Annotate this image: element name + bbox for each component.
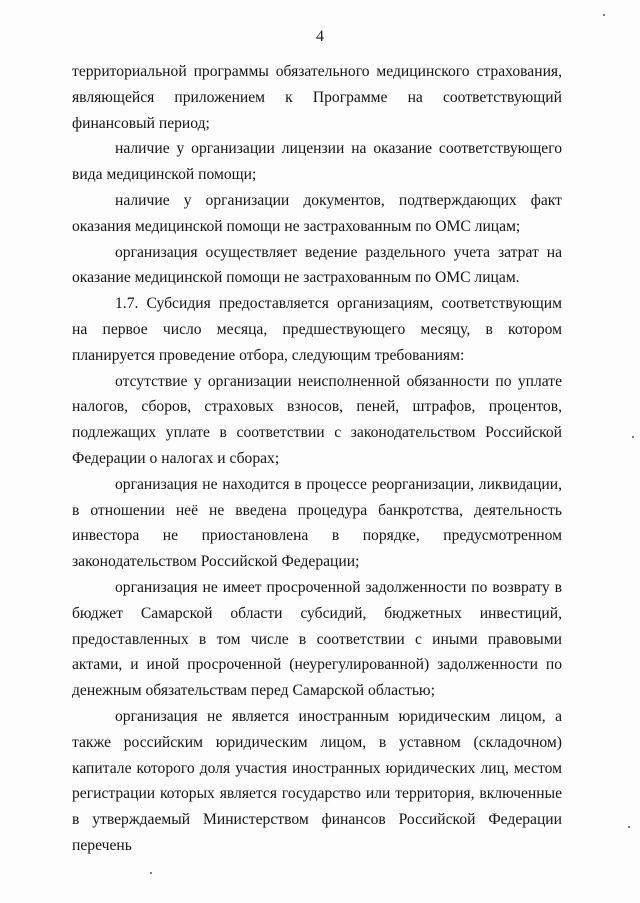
scan-speck — [150, 872, 152, 874]
paragraph-tax-obligations: отсутствие у организации неисполненной обязанности по уплате налогов, сборов, страховых взносов, пеней, штрафов, процентов, подлежащих уплате в соответствии с законодательством Российской Федерации о налогах и сборах; — [72, 372, 562, 467]
scan-speck — [603, 14, 605, 16]
paragraph-foreign-entity: организация не является иностранным юридическим лицом, а также российским юридическим лицом, в уставном (складочном) капитале которого доля участия иностранных юридических лиц, местом регистрации которых является государство или территория, включенные в утверждаемый Министерством финансов Российской Федерации перечень — [72, 707, 562, 854]
paragraph-program-period: территориальной программы обязательного медицинского страхования, являющейся приложением к Программе на соответствующий финансовый период; — [72, 63, 562, 132]
page-number: 4 — [316, 28, 324, 45]
paragraph-separate-accounting: организация осуществляет ведение раздельного учета затрат на оказание медицинской помощи не застрахованным по ОМС лицам. — [72, 243, 562, 287]
document-body — [72, 59, 562, 859]
paragraph-section-1-7: 1.7. Субсидия предоставляется организациям, соответствующим на первое число месяца, предшествующего месяцу, в котором планируется проведение отбора, следующим требованиям: — [72, 295, 562, 364]
paragraph-license: наличие у организации лицензии на оказание соответствующего вида медицинской помощи; — [72, 140, 562, 184]
scan-speck — [632, 436, 634, 438]
paragraph-overdue-debt: организация не имеет просроченной задолженности по возврату в бюджет Самарской области субсидий, бюджетных инвестиций, предоставленных в том числе в соответствии с иными правовыми актами, и иной просроченной (неурегулированной) задолженности по денежным обязательствам перед Самарской областью; — [72, 578, 562, 700]
paragraph-reorganization: организация не находится в процессе реорганизации, ликвидации, в отношении неё не введена процедура банкротства, деятельность инвестора не приостановлена в порядке, предусмотренном законодательством Российской Федерации; — [72, 475, 562, 571]
paragraph-documents: наличие у организации документов, подтверждающих факт оказания медицинской помощи не застрахованным по ОМС лицам; — [72, 191, 562, 235]
scan-speck — [628, 826, 630, 828]
